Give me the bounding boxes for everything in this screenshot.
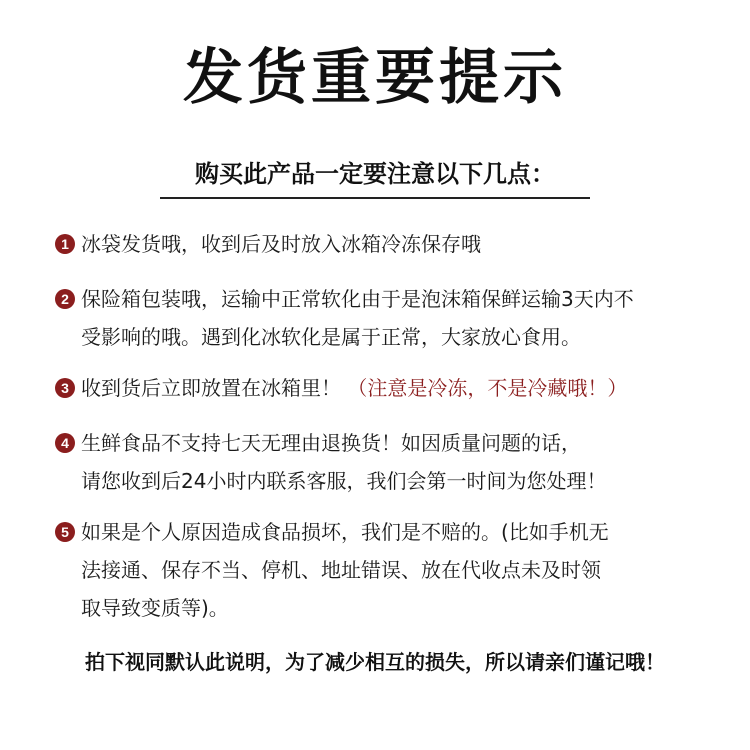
notice-text: 如果是个人原因造成食品损坏，我们是不赔的。(比如手机无 xyxy=(81,520,609,544)
subtitle: 购买此产品一定要注意以下几点： xyxy=(195,160,555,188)
notice-text: 取导致变质等)。 xyxy=(81,596,229,620)
notice-text: 请您收到后24小时内联系客服，我们会第一时间为您处理！ xyxy=(81,469,607,493)
notice-text: 冰袋发货哦，收到后及时放入冰箱冷冻保存哦 xyxy=(81,232,481,256)
number-badge-icon: 5 xyxy=(55,522,75,542)
number-badge-icon: 4 xyxy=(55,433,75,453)
notice-text: 保险箱包装哦，运输中正常软化由于是泡沫箱保鲜运输3天内不 xyxy=(81,287,634,311)
number-badge-icon: 1 xyxy=(55,234,75,254)
divider xyxy=(160,197,590,199)
number-badge-icon: 3 xyxy=(55,378,75,398)
notice-text: 法接通、保存不当、停机、地址错误、放在代收点未及时领 xyxy=(81,558,601,582)
notice-item-1 xyxy=(55,225,715,263)
footer-note: 拍下视同默认此说明，为了减少相互的损失，所以请亲们谨记哦！ xyxy=(85,650,665,674)
notice-text: 受影响的哦。遇到化冰软化是属于正常，大家放心食用。 xyxy=(81,325,581,349)
number-badge-icon: 2 xyxy=(55,289,75,309)
freeze-note: （注意是冷冻，不是冷藏哦！） xyxy=(347,376,628,400)
notice-item-4 xyxy=(55,424,715,500)
notice-text: 收到货后立即放置在冰箱里！ xyxy=(81,376,341,400)
notice-text: 生鲜食品不支持七天无理由退换货！如因质量问题的话， xyxy=(81,431,581,455)
notice-item-2 xyxy=(55,280,715,356)
notice-item-5 xyxy=(55,513,715,627)
page-title: 发货重要提示 xyxy=(183,43,567,113)
notice-item-3 xyxy=(55,369,715,407)
